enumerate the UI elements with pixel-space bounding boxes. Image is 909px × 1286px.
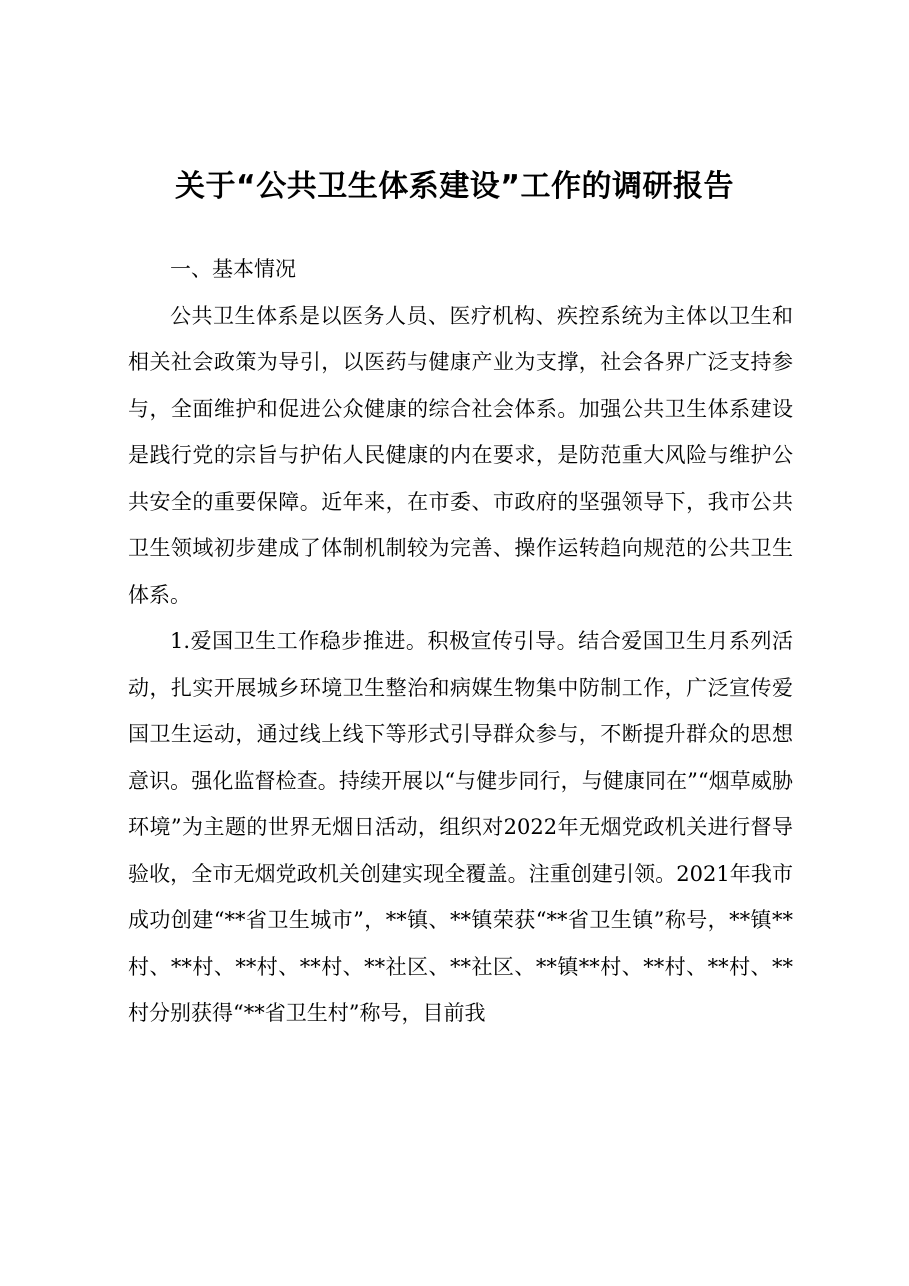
section-heading-basic-situation: 一、基本情况 <box>170 257 296 281</box>
paragraph-patriotic-health: 1.爱国卫生工作稳步推进。积极宣传引导。结合爱国卫生月系列活动，扎实开展城乡环境卫生整治和病媒生物集中防制工作，广泛宣传爱国卫生运动，通过线上线下等形式引导群众参与，不断提升群众的思想意识。强化监督检查。持续开展以“与健步同行，与健康同在”“烟草威胁环境”为主题的世界无烟日活动，组织对2022年无烟党政机关进行督导验收，全市无烟党政机关创建实现全覆盖。注重创建引领。2021年我市成功创建“**省卫生城市”，**镇、**镇荣获“**省卫生镇”称号，**镇**村、**村、**村、**村、**社区、**社区、**镇**村、**村、**村、**村分别获得“**省卫生村”称号，目前我 <box>128 629 793 1025</box>
paragraph-overview: 公共卫生体系是以医务人员、医疗机构、疾控系统为主体以卫生和相关社会政策为导引，以医药与健康产业为支撑，社会各界广泛支持参与，全面维护和促进公众健康的综合社会体系。加强公共卫生体系建设是践行党的宗旨与护佑人民健康的内在要求，是防范重大风险与维护公共安全的重要保障。近年来，在市委、市政府的坚强领导下，我市公共卫生领域初步建成了体制机制较为完善、操作运转趋向规范的公共卫生体系。 <box>128 303 793 607</box>
document-title: 关于“公共卫生体系建设”工作的调研报告 <box>175 169 734 204</box>
document-body <box>128 246 793 1037</box>
